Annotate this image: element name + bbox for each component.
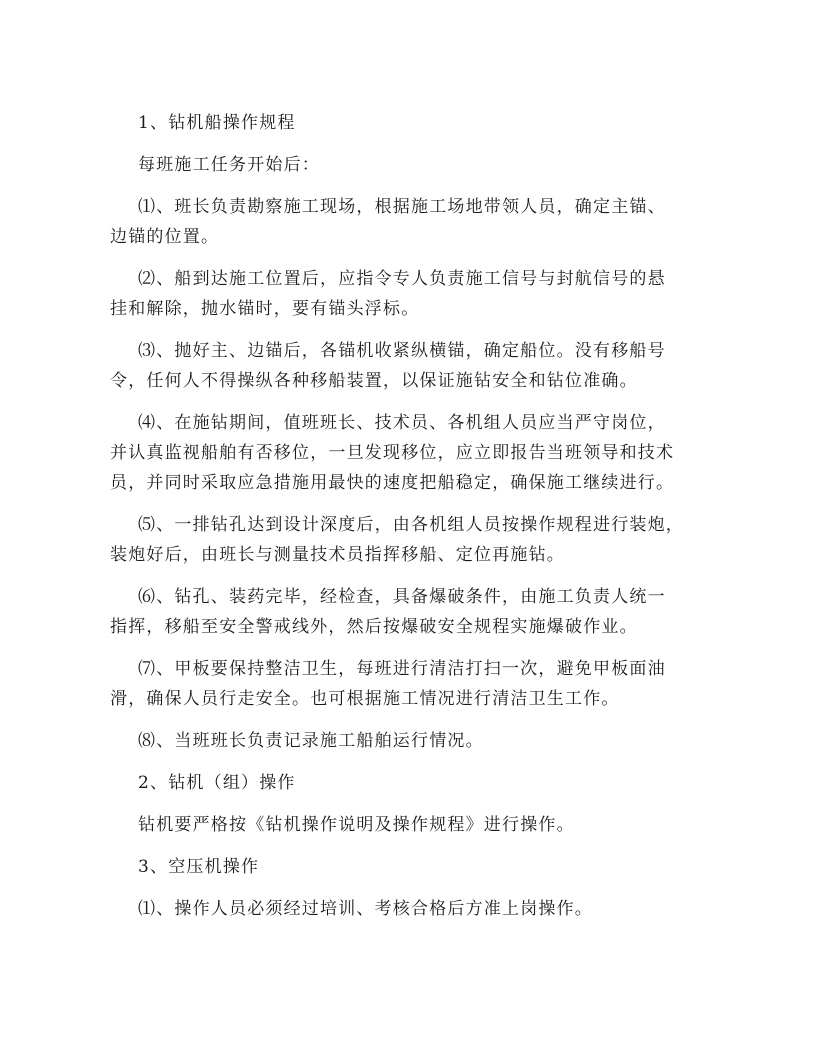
paragraph bbox=[110, 510, 710, 570]
text-line: 装炮好后，由班长与测量技术员指挥移船、定位再施钻。 bbox=[110, 545, 565, 565]
paragraph bbox=[110, 336, 710, 396]
text-line: 令，任何人不得操纵各种移船装置，以保证施钻安全和钻位准确。 bbox=[110, 371, 638, 391]
paragraph bbox=[110, 654, 710, 714]
text-line: 1、钻机船操作规程 bbox=[138, 113, 296, 133]
paragraph bbox=[110, 810, 710, 840]
text-line: ⑶、抛好主、边锚后，各锚机收紧纵横锚，确定船位。没有移船号 bbox=[138, 341, 666, 361]
text-line: ⑹、钻孔、装药完毕，经检查，具备爆破条件，由施工负责人统一 bbox=[138, 587, 666, 607]
document-body bbox=[110, 108, 710, 936]
text-line: 并认真监视船舶有否移位，一旦发现移位，应立即报告当班领导和技术 bbox=[110, 443, 675, 463]
text-line: ⑻、当班班长负责记录施工船舶运行情况。 bbox=[138, 731, 484, 751]
text-line: ⑺、甲板要保持整洁卫生，每班进行清洁打扫一次，避免甲板面油 bbox=[138, 659, 666, 679]
text-line: 边锚的位置。 bbox=[110, 227, 220, 247]
text-line: 3、空压机操作 bbox=[138, 857, 260, 877]
paragraph bbox=[110, 726, 710, 756]
text-line: ⑴、操作人员必须经过培训、考核合格后方准上岗操作。 bbox=[138, 899, 593, 919]
text-line: 指挥，移船至安全警戒线外，然后按爆破安全规程实施爆破作业。 bbox=[110, 617, 638, 637]
text-line: 挂和解除，抛水锚时，要有锚头浮标。 bbox=[110, 299, 420, 319]
paragraph bbox=[110, 264, 710, 324]
text-line: ⑸、一排钻孔达到设计深度后，由各机组人员按操作规程进行装炮， bbox=[138, 515, 684, 535]
paragraph bbox=[110, 768, 710, 798]
paragraph bbox=[110, 852, 710, 882]
text-line: ⑴、班长负责勘察施工现场，根据施工场地带领人员，确定主锚、 bbox=[138, 197, 666, 217]
text-line: ⑵、船到达施工位置后，应指令专人负责施工信号与封航信号的悬 bbox=[138, 269, 666, 289]
paragraph bbox=[110, 408, 710, 498]
text-line: 每班施工任务开始后： bbox=[138, 155, 320, 175]
paragraph bbox=[110, 582, 710, 642]
text-line: ⑷、在施钻期间，值班班长、技术员、各机组人员应当严守岗位， bbox=[138, 413, 666, 433]
paragraph bbox=[110, 150, 710, 180]
paragraph bbox=[110, 108, 710, 138]
text-line: 2、钻机（组）操作 bbox=[138, 773, 296, 793]
text-line: 滑，确保人员行走安全。也可根据施工情况进行清洁卫生工作。 bbox=[110, 689, 620, 709]
text-line: 员，并同时采取应急措施用最快的速度把船稳定，确保施工继续进行。 bbox=[110, 473, 675, 493]
paragraph bbox=[110, 192, 710, 252]
text-line: 钻机要严格按《钻机操作说明及操作规程》进行操作。 bbox=[138, 815, 575, 835]
paragraph bbox=[110, 894, 710, 924]
